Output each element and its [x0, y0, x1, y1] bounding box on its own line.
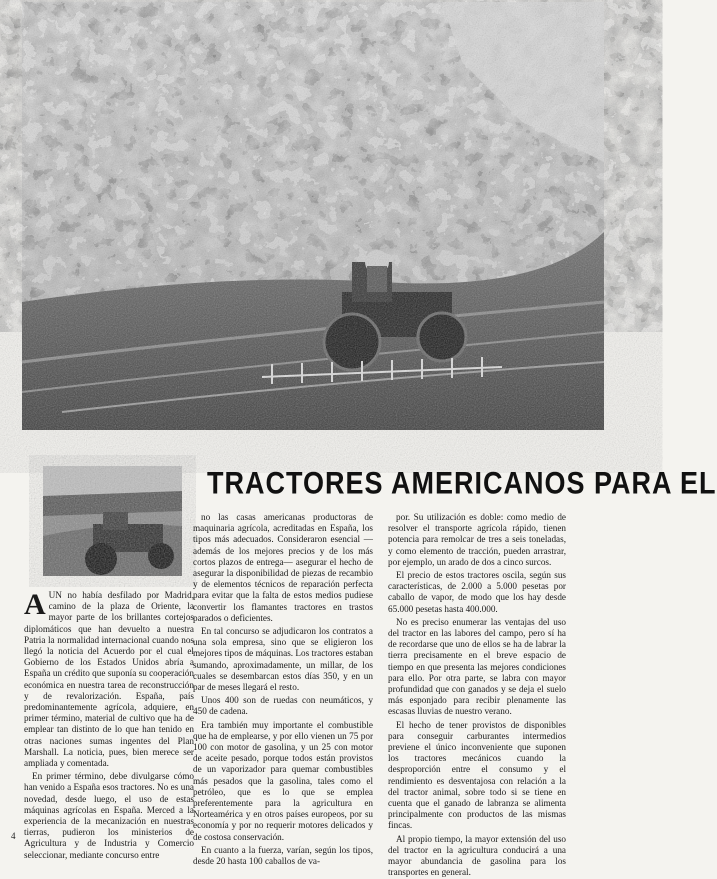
- paragraph: Al propio tiempo, la mayor extensión del uso del tractor en la agricultura conducirá a una mayor abundancia de gasolina para los transportes en general.: [388, 833, 566, 878]
- paragraph: En tal concurso se adjudicaron los contratos a una sola empresa, sino que se eligieron los mejores tipos de máquinas. Los tractores estaban sumando, aproximadamente, un millar, de los cuales se desembarcan estos días 350, y en un par de meses llegará el resto.: [193, 626, 373, 693]
- paragraph: El hecho de tener provistos de disponibles para conseguir carburantes intermedios previene el único inconveniente que suponen los tractores mecánicos cuando la desproporción entre el consumo y el rendimiento es desventajosa con relación a la del tractor animal, sobre todo si se tiene en cuenta que el ganado de labranza se alimenta principalmente con productos de las mismas fincas.: [388, 719, 566, 831]
- page-mark: 4: [11, 831, 16, 841]
- article-title: TRACTORES AMERICANOS PARA EL: [207, 466, 717, 501]
- paragraph: En primer término, debe divulgarse cómo han venido a España esos tractores. No es una novedad, desde luego, el uso de estas máquinas agrícolas en España. Merced a la experiencia de la mecanización en nuestras tierras, pudieron los ministerios de Agricultura y de Industria y Comercio seleccionar, mediante concurso entre: [24, 771, 194, 860]
- small-tractor-photo: [43, 466, 182, 576]
- article-column-2: [193, 512, 373, 867]
- paragraph: Era también muy importante el combustible que ha de emplearse, y por ello vienen un 75 por 100 con motor de gasolina, y un 25 con motor de aceite pesado, porque todos están provistos de un vaporizador para quemar combustibles más pesados que la gasolina, tales como el petróleo, que es lo que se emplea preferentemente para la agricultura en Norteamérica y en otros países europeos, por su economía y por no requerir motores delicados y de costosa conservación.: [193, 719, 373, 842]
- paragraph: El precio de estos tractores oscila, según sus características, de 2.000 a 5.000 pesetas por caballo de vapor, de modo que los hay desde 65.000 pesetas hasta 400.000.: [388, 570, 566, 614]
- paragraph: No es preciso enumerar las ventajas del uso del tractor en las labores del campo, pero sí ha de recordarse que uno de ellos se ha de labrar la tierra precisamente en el breve espacio de tiempo en que presenta las mejores condiciones para ello. Por otra parte, se labra con mayor profundidad que con ganados y se deja el suelo más esponjado para recibir plenamente las escasas lluvias de nuestro verano.: [388, 616, 566, 717]
- article-column-3: [388, 512, 566, 878]
- tractor-field-photo: [22, 2, 604, 430]
- drop-cap: A: [24, 588, 46, 621]
- article-column-1: [24, 588, 194, 860]
- paragraph: UN no había desfilado por Madrid, camino de la plaza de Oriente, la mayor parte de los brillantes cortejos diplomáticos que han devuelto a nuestra Patria la normalidad internacional cuando nos llegó la noticia del Acuerdo por el cual el Gobierno de los Estados Unidos abría a España un crédito que suponía su cooperación económica en nuestra tarea de reconstrucción y de revalorización. España, país predominantemente agrícola, adquiere, en primer término, material de cultivo que ha de emplear tan distinto de lo que han tenido en otras naciones sumas ingentes del Plan Marshall. La noticia, pues, bien merece ser ampliada y comentada.: [24, 590, 194, 769]
- paragraph: En cuanto a la fuerza, varían, según los tipos, desde 20 hasta 100 caballos de va-: [193, 844, 373, 867]
- paragraph: Unos 400 son de ruedas con neumáticos, y 450 de cadena.: [193, 695, 373, 717]
- paragraph: por. Su utilización es doble: como medio de resolver el transporte agrícola rápido, tienen potencia para remolcar de tres a seis toneladas, y como elemento de tracción, pueden arrastrar, por ejemplo, un arado de dos a cinco surcos.: [388, 512, 566, 567]
- paragraph: no las casas americanas productoras de maquinaria agrícola, acreditadas en España, los tipos más adecuados. Consideraron esencial —además de los mejores precios y de los más cortos plazos de entrega— asegurar el hecho de asegurar la disponibilidad de piezas de recambio y de elementos técnicos de reparación perfecta para evitar que la falta de estos medios pudiese convertir los flamantes tractores en trastos parados o deficientes.: [193, 512, 373, 623]
